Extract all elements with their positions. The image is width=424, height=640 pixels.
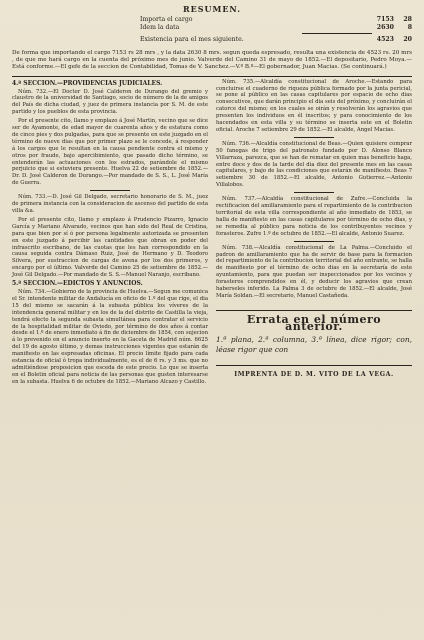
- resumen-cents: 28: [403, 16, 412, 23]
- notice-734: Núm. 734.—Gobierno de la provincia de Huelva.—Segun me comunica el Sr. intendente militar de Andalucía en oficio de 1.º del que rige, el dia 15 del mismo se sacarán á la subasta pública los víveres de la intendencia general militar y en los de la del distrito de Castilla la vieja, tendrá efecto la segunda subasta simultánea para contratar el servicio de la hospitalidad militar de Oviedo, por término de dos años á contar desde el 1.º de enero inmediato á fin de diciembre de 1854, con sujecion á lo prevenido en el anuncio inserto en la Gaceta de Madrid núm. 6625 del 19 de agosto último, y demas instrucciones vigentes que estarán de manifiesto en las espresadas oficinas. El precio límite fijado para cada estancia de oficial ó tropa individualmente, es el de 6 rs. y 3 ms. que no admitiéndose proposicion que esceda de este precio. Lo que se inserta en el Boletin oficial para noticia de las personas que gusten interesarse en la subasta. Huelva 6 de octubre de 1852.—Mariano Alcazo y Castillo.: [12, 288, 208, 385]
- resumen-amount: 2630: [376, 24, 394, 31]
- resumen-cents: 20: [403, 36, 412, 43]
- errata-box: [216, 310, 412, 355]
- notice-735: Núm. 735.—Alcaldía constitucional de Aroche.—Estando para concluirse el cuaderno de riqueza pública formado por la junta pericial, se pone al público en las casas capitulares por espacio de ocho dias consecutivos, que darán principio el dia seis del próximo, y concluirán el catorce del mismo; en los cuales se oirán y resolverán los agravios que presenten los individuos en él inscritos; y para conocimiento de los hacendados en esta villa y su término se inserta este en el Boletin oficial. Aroche 7 setiembre 29 de 1852.—El alcalde, Angel Macias.: [216, 78, 412, 133]
- left-column: [12, 79, 208, 388]
- errata-title: Errata en el número anterior.: [246, 312, 382, 333]
- printer-imprint: IMPRENTA DE D. M. VITO DE LA VEGA.: [216, 365, 412, 379]
- sum-rule: [302, 33, 372, 34]
- two-column-body: [12, 79, 412, 388]
- notice-separator: [294, 241, 334, 242]
- notice-738: Núm. 738.—Alcaldía constitucional de La Palma.—Concluido el padron de amillaramiento que ha de servir de base para la formacion del repartimiento de la contribucion territorial del año entrante, se halla de manifiesto por el término de ocho dias en la secretaría de este ayuntamiento, para que puedan ser inspeccionados por los vecinos y forasteros comprendidos en él, y deducir los agravios que crean haberseles inferido. La Palma 3 de octubre de 1852.—El alcalde, José María Soldan.—El secretario, Manuel Castañeda.: [216, 244, 412, 299]
- notice-separator: [294, 192, 334, 193]
- section-heading-judiciales: 4.ª SECCION.—PROVIDENCIAS JUDICIALES.: [12, 79, 163, 87]
- notice-separator: [294, 137, 334, 138]
- notice-736: Núm. 736.—Alcaldía constitucional de Beas.—Quien quisiere comprar 50 fanegas de trigo del patronato fundado por D. Alonso Blanco Villarraza, parezca, que se han de rematar en quien mas beneficio haga, entre doce y dos de la tarde del dia diez del presente mes en las casas capitulares, y bajo de las condiciones que estarán de manifiesto. Beas 7 setiembre 30 de 1852.—El alcalde, Antonio Gutierrez.—Antonio Villalobos.: [216, 140, 412, 189]
- notice-733-header: Núm. 733.—D. José Gil Delgado, secretario honorario de S. M., juez de primera instancia con la consideracion de ascenso del partido de esta villa &a.: [12, 194, 208, 215]
- resumen-cents: 8: [407, 24, 412, 31]
- resumen-title: RESUMEN.: [182, 4, 242, 14]
- resumen-row-cargo: [12, 16, 412, 24]
- resumen-label: Importa el cargo: [140, 16, 193, 23]
- resumen-amount: 7153: [376, 16, 394, 23]
- notice-733-body: Por el presente cito, llamo y emplazo á Prudencio Pizarro, Ignacio García y Mariano Alvarado, vecinos que han sido del Real de Cristina, para que bien por sí ó por persona legalmente autorizada se presenten en este juzgado á percibir las cantidades que obran en poder del infrascrito escribano, de las cuotas que les han correspondido en la causa seguida contra Dámaso Ruiz, José de Hermano y D. Teodoro Silvera, por sustraccion de cargas de avena por los dos primeros, y encargo por el último. Valverde del Camino 25 de setiembre de 1852.—José Gil Delgado.—Por mandado de S. S.—Manuel Naranjo, escribano.: [12, 216, 208, 279]
- notice-732-header: Núm. 732.—El Doctor D. José Calderon de Durango del gremio y claustro de la universidad de Santiago, socio de número de la de amigos del País de dicha ciudad, y juez de primera instancia por S. M. de este partido y los pueblos de esta provincia.: [12, 88, 208, 116]
- resumen-row-data: [12, 24, 412, 32]
- notice-737: Núm. 737.—Alcaldía constitucional de Zufre.—Concluida la rectificacion del amillaramiento para el repartimiento de la contribucion territorial de esta villa correspondiente al año inmediato de 1853, se halla de manifiesto en las casas capitulares por término de ocho dias, y se remedia al público para noticia de los contribuyentes vecinos y forasteros. Zufre 1.º de octubre de 1852.—El alcalde, Antonio Suarez.: [216, 196, 412, 237]
- resumen-label: Idem la data: [140, 24, 180, 31]
- resumen-paragraph: De forma que importando el cargo 7153 rs 28 mrs , y la data 2630 8 mrs. segun queda espresado, resulta una existencia de 4523 rs. 20 mrs , de que me hará cargo en la cuenta del próximo mes de junio. Valverde del Camino 31 de mayo de 1852.—El depositario, Pedro Moya.—Está conforme.—El gefe de la seccion de Contabilidad, Tomas de V. Sanchez.—V.º B.º—El gobernador, Juan Macias. (Se continuará.): [12, 50, 412, 71]
- resumen-label: Existencia para el mes siguiente.: [140, 36, 244, 43]
- section-heading-edictos: 5.ª SECCION.—EDICTOS Y ANUNCIOS.: [12, 280, 143, 288]
- resumen-row-existencia: [12, 36, 412, 44]
- notice-732-body: Por el presente cito, llamo y emplazo á José Martin, vecino que se dice ser de Ayamonte, de edad mayor de cuarenta años y de estatura como de cinco pies y dos pulgadas, para que se presente en este juzgado en el término de nueve dias que por primer plazo se le concede, á responder á los cargos que le resultan en la causa pendiente contra el mismo y otros por fraude, bajo apercibimiento, que pasado dicho término, se entenderán las actuaciones con los estrados, parándole el mismo perjuicio que si estuviera presente. Huelva 22 de setiembre de 1852.—Dr. D. José Calderon de Durango.—Por mandado de S. S., L. José María de Guerra.: [12, 118, 208, 187]
- resumen-amount: 4523: [376, 36, 394, 43]
- section-divider: [12, 76, 412, 77]
- right-column: [216, 79, 412, 388]
- notice-separator: [90, 190, 130, 191]
- errata-text: 1.ª plana, 2.ª columna, 3.ª línea, dice rigor; con, léase rigor que con: [216, 334, 412, 354]
